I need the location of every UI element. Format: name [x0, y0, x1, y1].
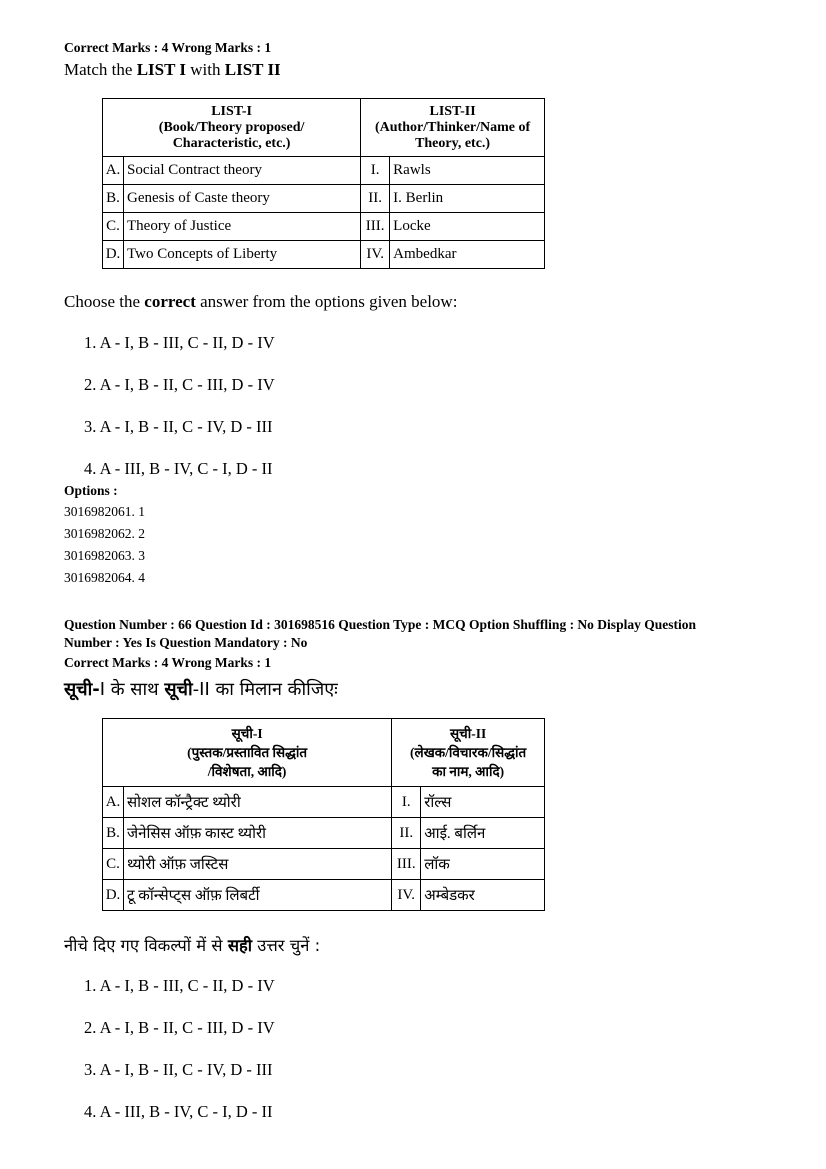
row-key-list1: B. — [103, 185, 124, 213]
q66-list2-sub1: (लेखक/विचारक/सिद्धांत — [410, 745, 527, 760]
row-key-list2: I. — [361, 157, 390, 185]
q65-table-header-row — [103, 99, 545, 157]
row-value-list2: Ambedkar — [390, 241, 545, 269]
q65-prompt-mid: with — [186, 60, 225, 79]
q65-list2-header — [361, 99, 545, 157]
q65-marks-line: Correct Marks : 4 Wrong Marks : 1 — [64, 40, 272, 55]
q66-choose-prefix: नीचे दिए गए विकल्पों में से — [64, 936, 228, 955]
q66-table-header-row — [103, 719, 545, 787]
table-row — [103, 880, 545, 911]
q65-option-id-4: 3016982064. 4 — [64, 570, 145, 585]
table-row — [103, 241, 545, 269]
q66-answer-3: 3. A - I, B - II, C - IV, D - III — [84, 1060, 273, 1079]
row-key-list1: C. — [103, 849, 124, 880]
q65-options-label: Options : — [64, 483, 118, 498]
q66-choose-bold: सही — [227, 936, 253, 955]
q66-marks-line: Correct Marks : 4 Wrong Marks : 1 — [64, 655, 272, 670]
q65-list1-sub2: Characteristic, etc.) — [172, 135, 291, 151]
q65-prompt-list1: LIST I — [136, 60, 187, 79]
row-key-list2: IV. — [361, 241, 390, 269]
q66-prompt-bold-1: सूची- — [64, 679, 100, 700]
row-key-list2: II. — [392, 818, 421, 849]
q65-prompt — [64, 60, 281, 80]
q65-list1-title: LIST-I — [211, 103, 252, 119]
q66-prompt-bold-2: सूची — [164, 679, 193, 700]
q65-match-table — [102, 98, 545, 269]
q65-answer-4: 4. A - III, B - IV, C - I, D - II — [84, 459, 273, 478]
q66-list1-header — [103, 719, 392, 787]
row-key-list1: B. — [103, 818, 124, 849]
q66-list2-header — [392, 719, 545, 787]
q65-choose-prefix: Choose the — [64, 292, 145, 311]
row-key-list2: II. — [361, 185, 390, 213]
q66-list2-title: सूची-II — [450, 726, 487, 741]
table-row — [103, 157, 545, 185]
q65-answer-1: 1. A - I, B - III, C - II, D - IV — [84, 333, 275, 352]
q65-list2-sub1: (Author/Thinker/Name of — [375, 119, 531, 135]
q66-answer-4: 4. A - III, B - IV, C - I, D - II — [84, 1102, 273, 1121]
table-row — [103, 213, 545, 241]
q66-choose-suffix: उत्तर चुनें : — [252, 936, 321, 955]
q65-list2-sub2: Theory, etc.) — [415, 135, 491, 151]
row-value-list1: टू कॉन्सेप्ट्स ऑफ़ लिबर्टी — [124, 880, 392, 911]
q66-list1-sub2: /विशेषता, आदि) — [207, 764, 287, 779]
q66-list2-sub2: का नाम, आदि) — [432, 764, 505, 779]
row-value-list2: Locke — [390, 213, 545, 241]
row-key-list1: D. — [103, 241, 124, 269]
table-row — [103, 849, 545, 880]
q65-answer-3: 3. A - I, B - II, C - IV, D - III — [84, 417, 273, 436]
row-value-list1: थ्योरी ऑफ़ जस्टिस — [124, 849, 392, 880]
q66-match-table — [102, 718, 545, 911]
table-row — [103, 185, 545, 213]
q65-prompt-prefix: Match the — [64, 60, 137, 79]
row-value-list1: सोशल कॉन्ट्रैक्ट थ्योरी — [124, 787, 392, 818]
row-key-list1: C. — [103, 213, 124, 241]
q65-option-id-1: 3016982061. 1 — [64, 504, 145, 519]
row-key-list2: III. — [361, 213, 390, 241]
row-value-list2: Rawls — [390, 157, 545, 185]
q65-choose-instruction — [64, 292, 457, 312]
q65-choose-suffix: answer from the options given below: — [195, 292, 458, 311]
table-row — [103, 787, 545, 818]
table-row — [103, 818, 545, 849]
q65-prompt-list2: LIST II — [224, 60, 281, 79]
row-value-list2: I. Berlin — [390, 185, 545, 213]
row-value-list1: Theory of Justice — [124, 213, 361, 241]
row-value-list2: रॉल्स — [421, 787, 545, 818]
row-value-list2: आई. बर्लिन — [421, 818, 545, 849]
row-value-list2: अम्बेडकर — [421, 880, 545, 911]
q65-list2-title: LIST-II — [429, 103, 476, 119]
q65-option-id-3: 3016982063. 3 — [64, 548, 145, 563]
q66-prompt-rest-1: I के साथ — [99, 679, 165, 700]
row-value-list1: Genesis of Caste theory — [124, 185, 361, 213]
row-value-list1: जेनेसिस ऑफ़ कास्ट थ्योरी — [124, 818, 392, 849]
row-key-list1: A. — [103, 157, 124, 185]
row-value-list1: Two Concepts of Liberty — [124, 241, 361, 269]
q65-option-id-2: 3016982062. 2 — [64, 526, 145, 541]
q65-answer-2: 2. A - I, B - II, C - III, D - IV — [84, 375, 275, 394]
q66-answer-2: 2. A - I, B - II, C - III, D - IV — [84, 1018, 275, 1037]
row-value-list2: लॉक — [421, 849, 545, 880]
row-key-list2: IV. — [392, 880, 421, 911]
q65-choose-bold: correct — [144, 292, 196, 311]
q65-list1-sub1: (Book/Theory proposed/ — [158, 119, 305, 135]
q66-header-line-2: Number : Yes Is Question Mandatory : No — [64, 635, 308, 650]
q66-list1-title: सूची-I — [231, 726, 263, 741]
q66-header-line-1: Question Number : 66 Question Id : 301698516 Question Type : MCQ Option Shuffling : No Display Question — [64, 617, 696, 632]
q66-list1-sub1: (पुस्तक/प्रस्तावित सिद्धांत — [187, 745, 308, 760]
q66-prompt-rest-2: -II का मिलान कीजिएः — [192, 679, 338, 700]
row-key-list1: A. — [103, 787, 124, 818]
q66-choose-instruction — [64, 933, 320, 956]
q66-prompt — [64, 677, 338, 701]
row-key-list1: D. — [103, 880, 124, 911]
row-key-list2: III. — [392, 849, 421, 880]
q66-answer-1: 1. A - I, B - III, C - II, D - IV — [84, 976, 275, 995]
row-value-list1: Social Contract theory — [124, 157, 361, 185]
row-key-list2: I. — [392, 787, 421, 818]
q65-list1-header — [103, 99, 361, 157]
